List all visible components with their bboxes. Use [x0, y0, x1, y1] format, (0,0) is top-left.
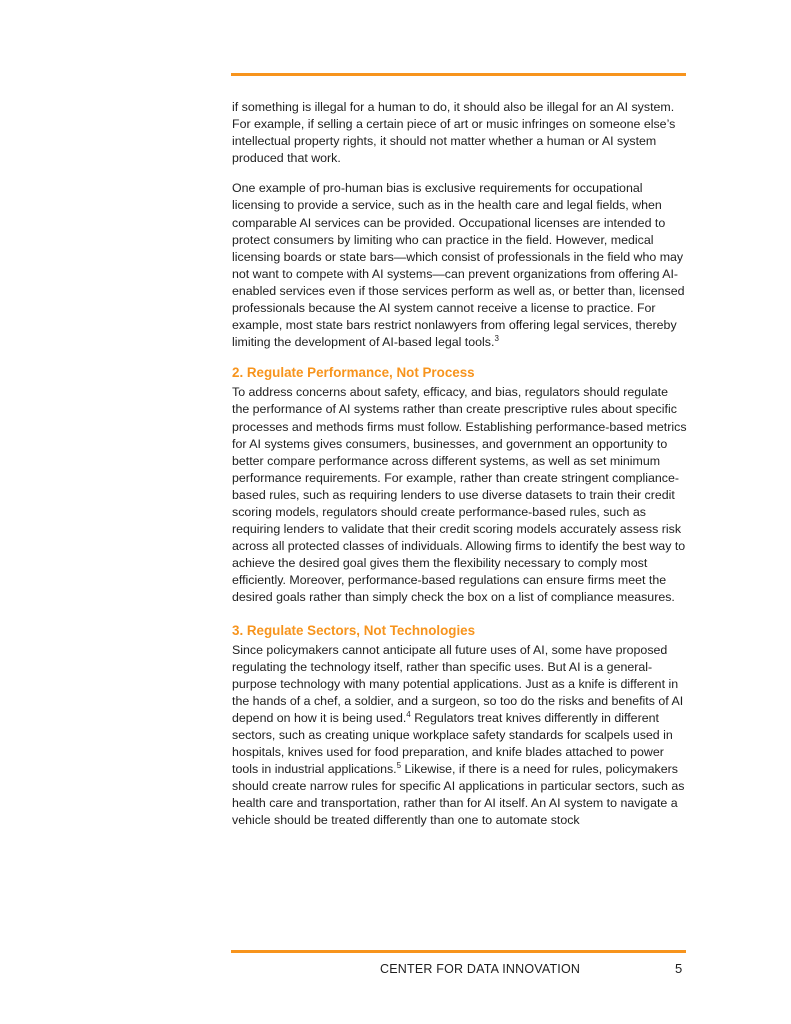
section-heading-performance: 2. Regulate Performance, Not Process — [232, 365, 475, 381]
header-rule — [231, 73, 686, 76]
footnote-ref-4[interactable]: 4 — [406, 709, 411, 719]
paragraph-text: Regulators treat knives differently in different sectors, such as creating unique workplace safety standards for scalpels used in hospitals, knives used for food preparation, and knife blades attached to power tools in industrial applications. — [232, 710, 673, 777]
paragraph-pro-human-bias — [232, 180, 687, 351]
paragraph-text: One example of pro-human bias is exclusive requirements for occupational licensing to provide a service, such as in the health care and legal fields, when comparable AI services can be provided. Occupational licenses are intended to protect consumers by limiting who can practice in the field. However, medical licensing boards or state bars—which consist of professionals in the field who may not want to compete with AI systems—can prevent organizations from offering AI-enabled services even if those services perform as well as, or better than, licensed professionals because the AI system cannot receive a license to practice. For example, most state bars restrict nonlawyers from offering legal services, thereby limiting the development of AI-based legal tools. — [232, 181, 685, 350]
body-content — [232, 99, 687, 843]
paragraph-sectors — [232, 642, 687, 830]
paragraph-text: Since policymakers cannot anticipate all future uses of AI, some have proposed regulating the technology itself, rather than specific uses. But AI is a general-purpose technology with many potential applications. Just as a knife is different in the hands of a chef, a soldier, and a surgeon, so too do the risks and benefits of AI depend on how it is being used. — [232, 642, 684, 725]
footnote-ref-3[interactable]: 3 — [494, 334, 499, 344]
paragraph-continuation: if something is illegal for a human to do, it should also be illegal for an AI system. For example, if selling a certain piece of art or music infringes on someone else’s intellectual property rights, it should not matter whether a human or AI system produced that work. — [232, 100, 676, 166]
footer-org-name: CENTER FOR DATA INNOVATION — [380, 962, 581, 976]
footer-rule — [231, 950, 686, 953]
paragraph-text: Likewise, if there is a need for rules, policymakers should create narrow rules for specific AI applications in particular sectors, such as health care and transportation, rather than for AI itself. An AI system to navigate a vehicle should be treated differently than one to automate stock — [232, 762, 685, 828]
section-heading-sectors: 3. Regulate Sectors, Not Technologies — [232, 622, 476, 638]
paragraph-performance: To address concerns about safety, efficacy, and bias, regulators should regulate the performance of AI systems rather than create prescriptive rules about specific processes and methods firms must follow. Establishing performance-based metrics for AI systems gives consumers, businesses, and government an opportunity to better compare performance across different systems, as well as set minimum performance requirements. For example, rather than create stringent compliance-based rules, such as requiring lenders to use diverse datasets to train their credit scoring models, regulators should create performance-based rules, such as requiring lenders to validate that their credit scoring models accurately assess risk across all protected classes of individuals. Allowing firms to identify the best way to achieve the desired goal gives them the flexibility necessary to comply most efficiently. Moreover, performance-based regulations can ensure firms meet the desired goals rather than simply check the box on a list of compliance measures. — [232, 385, 687, 605]
footnote-ref-5[interactable]: 5 — [396, 761, 402, 771]
page-number: 5 — [675, 961, 683, 976]
